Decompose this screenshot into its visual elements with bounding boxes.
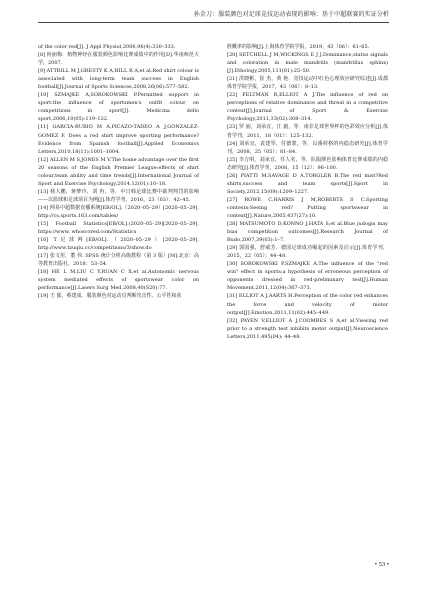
reference-entry: [18] HE L M,LIU C Y,RUAN C X,et al.Autonomic nervous system mediated effects of sportswear color on performance[J].Lasers Surg Med,2008,40(S20):77. [38, 269, 199, 292]
reference-entry: [21] 洪晓彬，崔 杰，黄 艳．竞技运动中红色心理效应研究综述[J].成都体育学院学报，2017，43（06）：8–13. [227, 76, 388, 91]
reference-entry: of the color red[J]. J Appl Physiol,2006,96(4):330–333. [38, 44, 176, 50]
reference-entry: [27] ROWE C,HARRIS J M,ROBERTS S C.Sporting contests:Seeing red? Putting sportswear in context[J].Nature,2005,437(27):10. [227, 196, 388, 219]
header-rule [38, 22, 389, 23]
reference-entry: [12] ALLEN M S,JONES M V.The home advantage over the first 20 seasons of the English Premier League:effects of shirt colour,team ability and time trends[J].International Journal of Sport and Exercise Psychology,2014,12(01):10–18. [38, 156, 199, 187]
reference-entry: [8] 何丽梅．植物神经在服装颜色影响比赛成绩中的作用[D].华南师范大学，2007. [38, 52, 199, 67]
reference-entry: [19] 王 郁，蔡建成．服装颜色对运动员判断攻击性、公平性和获 [38, 293, 182, 300]
reference-entry: [28] MATSUMOTO D,KONNO J,HATA S,et al.Blue judogis may bias competition outcomes[J].Research Journal of Budo,2007,39(03):1–7. [227, 221, 388, 244]
page-number: • 53 • [374, 561, 389, 568]
reference-entry: [9] ATTRILL M J,GRESTY K A,HILL R A,et al.Red shirt colour is associated with long-term team success in English football[J].Journal of Sports Sciences,2008,26(06):577–582. [38, 68, 199, 91]
reference-entry: [14] 网易中超数据直播系统[EB/OL].（2020–05–29）[2020–05–29]. http://cs.sports.163.com/tables/ [38, 204, 199, 219]
reference-entry: [11] GARCIA-RUBIO M A,PICAZO-TADEO A J,GONZALEZ-GOMEZ F. Does a red shirt improve sporting performance?Evidence from Spanish football[J].Applied Economics Letters,2010,18(11):1001–1004. [38, 124, 199, 155]
reference-entry: [24] 刘承宜，袁建琴，付德蒙，等．以番荷格的内稳态研究[J].体育学刊，2008，25（05）：81–84. [227, 140, 388, 155]
reference-entry: [10] SZMAJKE A,SOROKOWSKI P.Permitted support in sport:the influence of sportsmen's outfit colour on competitions in sport[J]. Medicina dello sport,2006,10(05):119–122. [38, 92, 199, 123]
reference-entry: [20] SETCHELL J M,WICKINGS E J J.Dominance,status signals and coloration in male mandrills (mandrillus sphinx)[J].Ethology,2005,111(01):25–50. [227, 52, 388, 75]
reference-entry: [15] Football Statistics[EB/OL].(2020–05–29)[2020–05–29]. https://www. whoscored.com/Statistics [38, 221, 199, 236]
reference-entry: [30] SOROKOWSKI P,SZMAJKE A.The influence of the "red win" effect in sports:a hypothesis of erroneous perception of opponents dressed in red-preliminary test[J].Human Movement,2011,12(04):367–373. [227, 261, 388, 292]
reference-entry: [31] ELLIOT A J,AARTS H.Perception of the color red enhances the force and velocity of motor output[J].Emotion,2011,11(02):445–449. [227, 293, 388, 316]
reference-entry: [22] FELTMAN R,ELLIOT A J.The influence of red on perceptions of relative dominance and threat in a competitive context[J].Journal of Sport & Exercise Psychology,2011,33(02):308–314. [227, 92, 388, 123]
references-left-column [38, 43, 199, 301]
reference-entry: 胜概率的影响[J].上海体育学院学报，2019，43（06）：61–65. [227, 44, 370, 50]
reference-entry: [17] 张文彤，董 伟. SPSS 统计分析高级教程（第 3 版）[M].北京：高等教育出版社，2018：53–54. [38, 253, 199, 268]
reference-entry: [16] T足球网[EB/OL].（2020–05–29）[2020–05–29]. http://www.tzuqiu.cc/competitions/3/show.do [38, 237, 199, 252]
running-header: 孙金刀：服装颜色对足球竞技运动表现的影响：基于中超联赛的实证分析 [193, 11, 389, 18]
reference-entry: [23] 罗 丽，刘承宜，江 毅，等．南非足球世界杯的色彩效应分析[J].体育学刊，2011，18（01）：125–132. [227, 124, 388, 139]
reference-entry: [32] PAYEN V,ELLIOT A J,COOMBES S A,et al.Viewing red prior to a strength test inhibits motor output[J].Neuroscience Letters,2011,495(04): 44–48. [227, 317, 388, 340]
reference-entry: [13] 杨大鹏，蒋梦玲，刘 冉，等．中日韩足球比赛中裁判判罚的影响——以篮球和足球项目为例[J].体育学刊，2016，23（03）：42–45. [38, 188, 199, 203]
reference-entry: [26] PIATTI M,SAVAGE D A,TORGLER B.The red mist?Red shirts,success and team sports[J].Sport in Society,2012,15(09):1209–1227. [227, 172, 388, 195]
reference-entry: [25] 李方明，刘承宜，任人名，等．队服颜色影响体育比赛成绩的内稳态研究[J].体育学刊，2008，15（12）：96–100. [227, 156, 388, 171]
reference-entry: [29] 郭国强，舒威芳．德国足球成功崛起的因素及启示[J].体育学刊，2015，22（05）：44–48. [227, 245, 388, 260]
references-right-column [227, 43, 388, 341]
